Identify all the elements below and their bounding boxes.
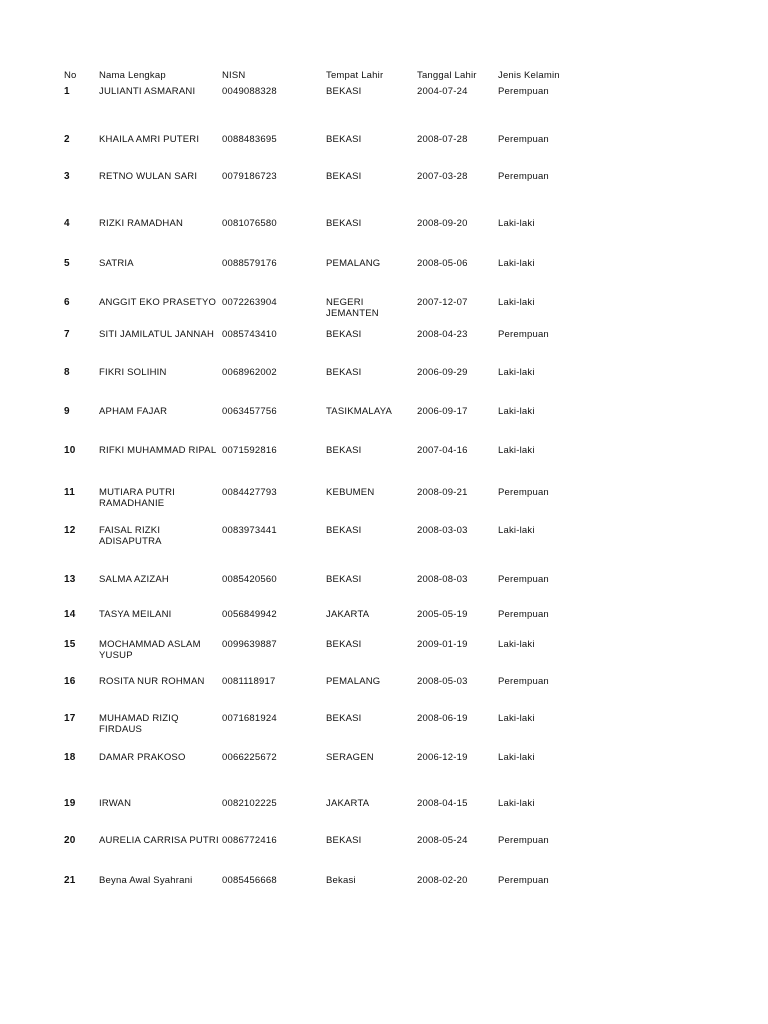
row-nisn: 0086772416 [222, 835, 277, 846]
row-jenis-kelamin: Laki-laki [498, 406, 535, 417]
row-nisn: 0079186723 [222, 171, 277, 182]
row-jenis-kelamin: Laki-laki [498, 752, 535, 763]
table-row [0, 875, 768, 909]
row-jenis-kelamin: Perempuan [498, 875, 549, 886]
row-tempat-lahir: PEMALANG [326, 258, 381, 269]
row-tempat-lahir: BEKASI [326, 713, 362, 724]
row-tanggal-lahir: 2007-12-07 [417, 297, 468, 308]
table-row [0, 835, 768, 869]
row-jenis-kelamin: Laki-laki [498, 639, 535, 650]
table-row [0, 639, 768, 673]
row-nisn: 0071592816 [222, 445, 277, 456]
table-row [0, 487, 768, 521]
row-name: FAISAL RIZKI ADISAPUTRA [99, 525, 162, 547]
row-no: 19 [64, 798, 76, 809]
row-tanggal-lahir: 2007-03-28 [417, 171, 468, 182]
row-jenis-kelamin: Perempuan [498, 329, 549, 340]
row-name: RIZKI RAMADHAN [99, 218, 184, 229]
row-nisn: 0081118917 [222, 676, 276, 687]
row-nisn: 0084427793 [222, 487, 277, 498]
row-tanggal-lahir: 2008-09-20 [417, 218, 468, 229]
row-tanggal-lahir: 2008-05-06 [417, 258, 468, 269]
header-name: Nama Lengkap [99, 70, 166, 81]
row-tanggal-lahir: 2008-04-23 [417, 329, 468, 340]
row-tanggal-lahir: 2008-08-03 [417, 574, 468, 585]
row-nisn: 0099639887 [222, 639, 277, 650]
row-nisn: 0085420560 [222, 574, 277, 585]
row-nisn: 0066225672 [222, 752, 277, 763]
row-nisn: 0072263904 [222, 297, 277, 308]
row-tempat-lahir: JAKARTA [326, 798, 370, 809]
row-tempat-lahir: KEBUMEN [326, 487, 375, 498]
row-tanggal-lahir: 2006-09-29 [417, 367, 468, 378]
table-row [0, 609, 768, 643]
row-name: IRWAN [99, 798, 132, 809]
row-nisn: 0085456668 [222, 875, 277, 886]
row-jenis-kelamin: Laki-laki [498, 297, 535, 308]
row-nisn: 0063457756 [222, 406, 277, 417]
table-row [0, 752, 768, 786]
row-tempat-lahir: BEKASI [326, 86, 362, 97]
table-row [0, 574, 768, 608]
row-jenis-kelamin: Laki-laki [498, 798, 535, 809]
row-nisn: 0085743410 [222, 329, 277, 340]
row-no: 3 [64, 171, 70, 182]
row-tanggal-lahir: 2006-09-17 [417, 406, 468, 417]
row-nisn: 0068962002 [222, 367, 277, 378]
row-tanggal-lahir: 2004-07-24 [417, 86, 468, 97]
header-tanggal: Tanggal Lahir [417, 70, 477, 81]
row-nisn: 0083973441 [222, 525, 277, 536]
row-no: 17 [64, 713, 76, 724]
row-no: 1 [64, 86, 70, 97]
row-name: JULIANTI ASMARANI [99, 86, 196, 97]
row-nisn: 0056849942 [222, 609, 277, 620]
row-tempat-lahir: BEKASI [326, 639, 362, 650]
row-tempat-lahir: BEKASI [326, 525, 362, 536]
table-row [0, 258, 768, 292]
row-no: 12 [64, 525, 76, 536]
row-nisn: 0081076580 [222, 218, 277, 229]
row-no: 8 [64, 367, 70, 378]
row-tanggal-lahir: 2006-12-19 [417, 752, 468, 763]
table-row [0, 134, 768, 168]
row-nisn: 0071681924 [222, 713, 277, 724]
row-no: 16 [64, 676, 76, 687]
row-no: 20 [64, 835, 76, 846]
row-no: 11 [64, 487, 75, 498]
row-tempat-lahir: SERAGEN [326, 752, 374, 763]
table-row [0, 86, 768, 120]
row-tanggal-lahir: 2005-05-19 [417, 609, 468, 620]
table-row [0, 329, 768, 363]
row-name: DAMAR PRAKOSO [99, 752, 186, 763]
row-no: 18 [64, 752, 76, 763]
row-jenis-kelamin: Perempuan [498, 835, 549, 846]
row-name: KHAILA AMRI PUTERI [99, 134, 200, 145]
row-jenis-kelamin: Perempuan [498, 609, 549, 620]
row-tanggal-lahir: 2008-09-21 [417, 487, 468, 498]
row-no: 5 [64, 258, 70, 269]
row-tanggal-lahir: 2008-02-20 [417, 875, 468, 886]
row-no: 10 [64, 445, 76, 456]
row-tanggal-lahir: 2008-06-19 [417, 713, 468, 724]
table-row [0, 713, 768, 747]
row-no: 15 [64, 639, 76, 650]
row-nisn: 0082102225 [222, 798, 277, 809]
row-nisn: 0049088328 [222, 86, 277, 97]
row-name: RETNO WULAN SARI [99, 171, 198, 182]
row-name: Beyna Awal Syahrani [99, 875, 193, 886]
row-name: ANGGIT EKO PRASETYO [99, 297, 217, 308]
row-name: RIFKI MUHAMMAD RIPAL [99, 445, 217, 456]
row-jenis-kelamin: Perempuan [498, 134, 549, 145]
row-name: SATRIA [99, 258, 134, 269]
table-row [0, 367, 768, 401]
row-jenis-kelamin: Perempuan [498, 574, 549, 585]
row-tempat-lahir: BEKASI [326, 171, 362, 182]
row-no: 14 [64, 609, 76, 620]
table-row [0, 406, 768, 440]
table-row [0, 445, 768, 479]
row-jenis-kelamin: Perempuan [498, 487, 549, 498]
row-name: MUTIARA PUTRI RAMADHANIE [99, 487, 175, 509]
table-row [0, 218, 768, 252]
row-tempat-lahir: BEKASI [326, 445, 362, 456]
row-tanggal-lahir: 2009-01-19 [417, 639, 468, 650]
row-tempat-lahir: NEGERI JEMANTEN [326, 297, 379, 319]
row-name: SALMA AZIZAH [99, 574, 169, 585]
row-no: 21 [64, 875, 76, 886]
header-no: No [64, 70, 77, 81]
table-row [0, 171, 768, 205]
row-no: 9 [64, 406, 70, 417]
row-name: MOCHAMMAD ASLAM YUSUP [99, 639, 201, 661]
row-tempat-lahir: BEKASI [326, 835, 362, 846]
row-tanggal-lahir: 2008-04-15 [417, 798, 468, 809]
row-nisn: 0088579176 [222, 258, 277, 269]
table-row [0, 676, 768, 710]
row-jenis-kelamin: Laki-laki [498, 218, 535, 229]
row-name: AURELIA CARRISA PUTRI [99, 835, 219, 846]
header-tempat: Tempat Lahir [326, 70, 384, 81]
row-tempat-lahir: BEKASI [326, 329, 362, 340]
table-row [0, 525, 768, 559]
row-no: 2 [64, 134, 70, 145]
row-tempat-lahir: PEMALANG [326, 676, 381, 687]
row-tempat-lahir: BEKASI [326, 218, 362, 229]
row-tempat-lahir: TASIKMALAYA [326, 406, 393, 417]
row-jenis-kelamin: Perempuan [498, 86, 549, 97]
header-nisn: NISN [222, 70, 246, 81]
row-nisn: 0088483695 [222, 134, 277, 145]
row-jenis-kelamin: Perempuan [498, 171, 549, 182]
row-name: FIKRI SOLIHIN [99, 367, 167, 378]
row-jenis-kelamin: Laki-laki [498, 258, 535, 269]
row-no: 7 [64, 329, 70, 340]
table-row [0, 798, 768, 832]
row-no: 4 [64, 218, 70, 229]
row-jenis-kelamin: Laki-laki [498, 713, 535, 724]
row-name: TASYA MEILANI [99, 609, 172, 620]
row-jenis-kelamin: Laki-laki [498, 445, 535, 456]
row-jenis-kelamin: Laki-laki [498, 367, 535, 378]
row-no: 6 [64, 297, 70, 308]
row-no: 13 [64, 574, 76, 585]
row-tanggal-lahir: 2008-05-03 [417, 676, 468, 687]
header-jenis: Jenis Kelamin [498, 70, 560, 81]
row-jenis-kelamin: Laki-laki [498, 525, 535, 536]
row-tanggal-lahir: 2007-04-16 [417, 445, 468, 456]
row-tempat-lahir: BEKASI [326, 134, 362, 145]
row-tanggal-lahir: 2008-05-24 [417, 835, 468, 846]
table-row [0, 297, 768, 331]
row-name: MUHAMAD RIZIQ FIRDAUS [99, 713, 179, 735]
row-tempat-lahir: Bekasi [326, 875, 356, 886]
row-name: SITI JAMILATUL JANNAH [99, 329, 215, 340]
row-name: APHAM FAJAR [99, 406, 168, 417]
row-tempat-lahir: JAKARTA [326, 609, 370, 620]
row-tempat-lahir: BEKASI [326, 574, 362, 585]
row-name: ROSITA NUR ROHMAN [99, 676, 205, 687]
row-tanggal-lahir: 2008-03-03 [417, 525, 468, 536]
row-tempat-lahir: BEKASI [326, 367, 362, 378]
row-tanggal-lahir: 2008-07-28 [417, 134, 468, 145]
row-jenis-kelamin: Perempuan [498, 676, 549, 687]
